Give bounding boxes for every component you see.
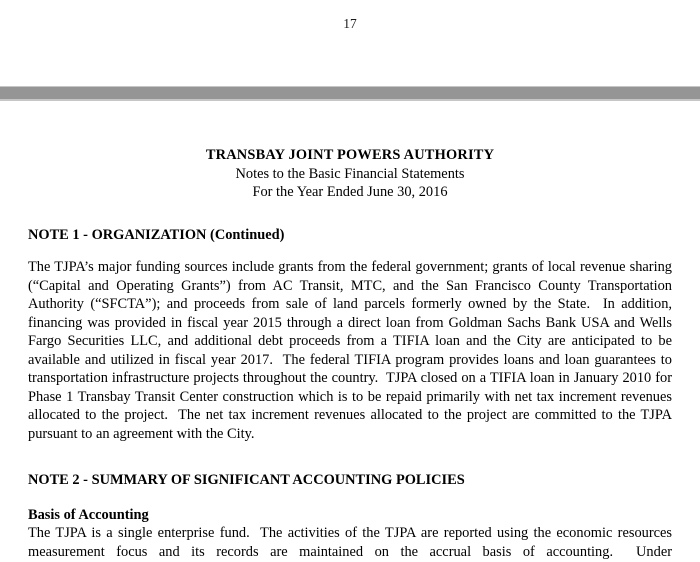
note2-heading: NOTE 2 - SUMMARY OF SIGNIFICANT ACCOUNTING POLICIES xyxy=(28,472,465,488)
note2-paragraph: The TJPA is a single enterprise fund. The activities of the TJPA are reported using the economic resources measurement focus and its records are maintained on the accrual basis of accounting. Under xyxy=(28,525,676,560)
document-header xyxy=(28,146,672,202)
document-content xyxy=(28,0,676,561)
document-subtitle-line1: Notes to the Basic Financial Statements xyxy=(235,165,465,182)
document-subtitle-line2: For the Year Ended June 30, 2016 xyxy=(252,184,448,200)
basis-of-accounting-heading: Basis of Accounting xyxy=(28,506,149,523)
document-title: TRANSBAY JOINT POWERS AUTHORITY xyxy=(205,147,495,163)
page-number: 17 xyxy=(343,16,357,31)
note1-heading: NOTE 1 - ORGANIZATION (Continued) xyxy=(28,226,285,243)
note1-paragraph: The TJPA’s major funding sources include grants from the federal government; grants of local revenue sharing (“Capital and Operating Grants”) from AC Transit, MTC, and the San Francisco County Transportation Authority (“SFCTA”); and proceeds from sale of land parcels formerly owned by the State. In addition, financing was provided in fiscal year 2015 through a direct loan from Goldman Sachs Bank USA and Wells Fargo Securities LLC, and additional debt proceeds from a TIFIA loan and the City are anticipated to be available and utilized in fiscal year 2017. The federal TIFIA program provides loans and loan guarantees to transportation infrastructure projects throughout the country. TJPA closed on a TIFIA loan in January 2010 for Phase 1 Transbay Transit Center construction which is to be repaid primarily with net tax increment revenues allocated to the project. The net tax increment revenues allocated to the project are committed to the TJPA pursuant to an agreement with the City. xyxy=(28,259,676,442)
